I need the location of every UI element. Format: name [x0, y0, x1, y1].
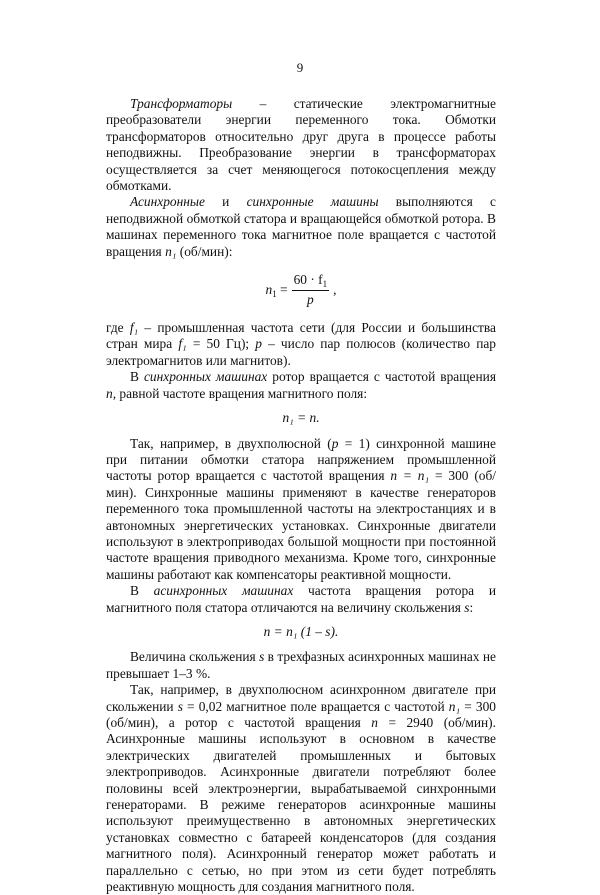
- text: ротор вращается с частотой вращения: [267, 369, 496, 385]
- symbol-n: n: [371, 715, 378, 730]
- text: частота вращения ротора и магнитного поля статора отличаются на величину скольжения: [106, 583, 496, 615]
- formula-async: [106, 624, 496, 640]
- page-body: [106, 96, 496, 895]
- text: Так, например, в двухполюсном асинхронном двигателе при скольжении: [106, 682, 496, 714]
- text: = 50 Гц);: [186, 336, 256, 352]
- paragraph-machines: [106, 194, 496, 260]
- text: Величина скольжения: [130, 649, 260, 665]
- symbol-s: s: [259, 649, 265, 665]
- text: где: [106, 320, 130, 336]
- paragraph-sync: [106, 369, 496, 402]
- paragraph-sync-example: [106, 436, 496, 584]
- symbol-n: n: [106, 385, 113, 401]
- text: = 300 (об/мин). Синхронные машины применяют в качестве генераторов переменного тока промышленной частоты на электростанциях и в автономных энергетических установках. Синхронные двигатели используют в электроприводах большой мощности при постоянной частоте вращения приводного механизма. Кроме того, синхронные машины работают как компенсаторы реактивной мощности.: [106, 468, 497, 582]
- formula-speed: [106, 268, 496, 312]
- symbol-n: n = n₁: [390, 468, 430, 484]
- term-transformers: Трансформаторы: [130, 96, 233, 111]
- symbol-p: p: [255, 336, 262, 352]
- paragraph-transformers: [106, 96, 496, 194]
- formula-text: n₁ = n.: [282, 410, 320, 426]
- text: В: [130, 369, 144, 385]
- text: и: [204, 194, 247, 210]
- term-sync-machines: синхронных машинах: [143, 369, 268, 385]
- text: – промышленная частота сети (для России и большинства стран мира: [106, 320, 496, 352]
- text: – число пар полюсов (количество пар электромагнитов или магнитов).: [106, 336, 496, 368]
- text: , равной частоте вращения магнитного поля:: [112, 385, 368, 401]
- term-sync: синхронные машины: [246, 194, 379, 210]
- symbol-n1: n₁: [448, 698, 461, 714]
- numerator: [292, 272, 330, 290]
- formula-lhs: [266, 282, 288, 298]
- text: = 0,02 магнитное поле вращается с частотой: [182, 698, 449, 714]
- formula-sync: [106, 410, 496, 426]
- text: выполняются с неподвижной обмоткой статора и вращающейся обмоткой ротора. В машинах переменного тока магнитное поле вращается с частотой вращения: [106, 194, 496, 259]
- num-text: 60 · f: [293, 272, 323, 288]
- paragraph-async: [106, 583, 496, 616]
- symbol-f1: f₁: [129, 320, 139, 336]
- paragraph-async-example: [106, 682, 496, 895]
- formula-text: n = n₁ (1 – s).: [263, 623, 339, 639]
- sub: 1: [322, 279, 328, 290]
- text: – статические электромагнитные преобразователи энергии переменного тока. Обмотки трансформаторов относительно друг друга в процессе работы неподвижны. Преобразование энергии в трансформаторах осуществляется за счет меняющегося потокосцепления между обмотками.: [106, 96, 496, 194]
- term-async-machines: асинхронных машинах: [153, 583, 294, 599]
- paragraph-where: [106, 320, 496, 369]
- page-number: 9: [296, 60, 304, 75]
- denominator: [292, 291, 330, 308]
- paragraph-slip: [106, 649, 496, 682]
- text: Так, например, в двухполюсной (: [130, 435, 332, 451]
- text: в трехфазных асинхронных машинах не превышает 1–3 %.: [106, 649, 496, 681]
- var-p: p: [307, 291, 314, 307]
- text: = 2940 (об/мин). Асинхронные машины используют в основном в качестве электрических двигателей промышленных и бытовых электроприводов. Асинхронные двигатели потребляют более половины всей электроэнергии, вырабатываемой синхронными генераторами. В режиме генераторов асинхронные машины используют преимущественно в автономных энергетических установках совместно с батареей конденсаторов (для создания магнитного поля). Асинхронный генератор может работать и параллельно с сетью, но при этом из сети будет потреблять реактивную мощность для создания магнитного поля.: [106, 715, 496, 895]
- comma: ,: [333, 281, 337, 297]
- symbol-f1: f₁: [178, 336, 187, 352]
- symbol-s: s: [177, 698, 183, 714]
- symbol-p: p: [331, 435, 339, 451]
- sub: 1: [272, 288, 277, 299]
- symbol-s: s: [464, 599, 470, 615]
- fraction: [292, 272, 330, 308]
- var-n: n: [265, 281, 273, 297]
- eq: =: [276, 281, 288, 297]
- term-async: Асинхронные: [130, 194, 205, 210]
- text: (об/мин):: [176, 243, 233, 259]
- text: = 300 (об/мин), а ротор с частотой вращения: [106, 698, 496, 730]
- text: В: [130, 583, 154, 599]
- symbol-n1: n₁: [165, 243, 177, 259]
- text: :: [469, 599, 474, 615]
- text: = 1) синхронной машине при питании обмотки статора напряжением промышленной частоты ротор вращается с частотой вращения: [106, 435, 496, 484]
